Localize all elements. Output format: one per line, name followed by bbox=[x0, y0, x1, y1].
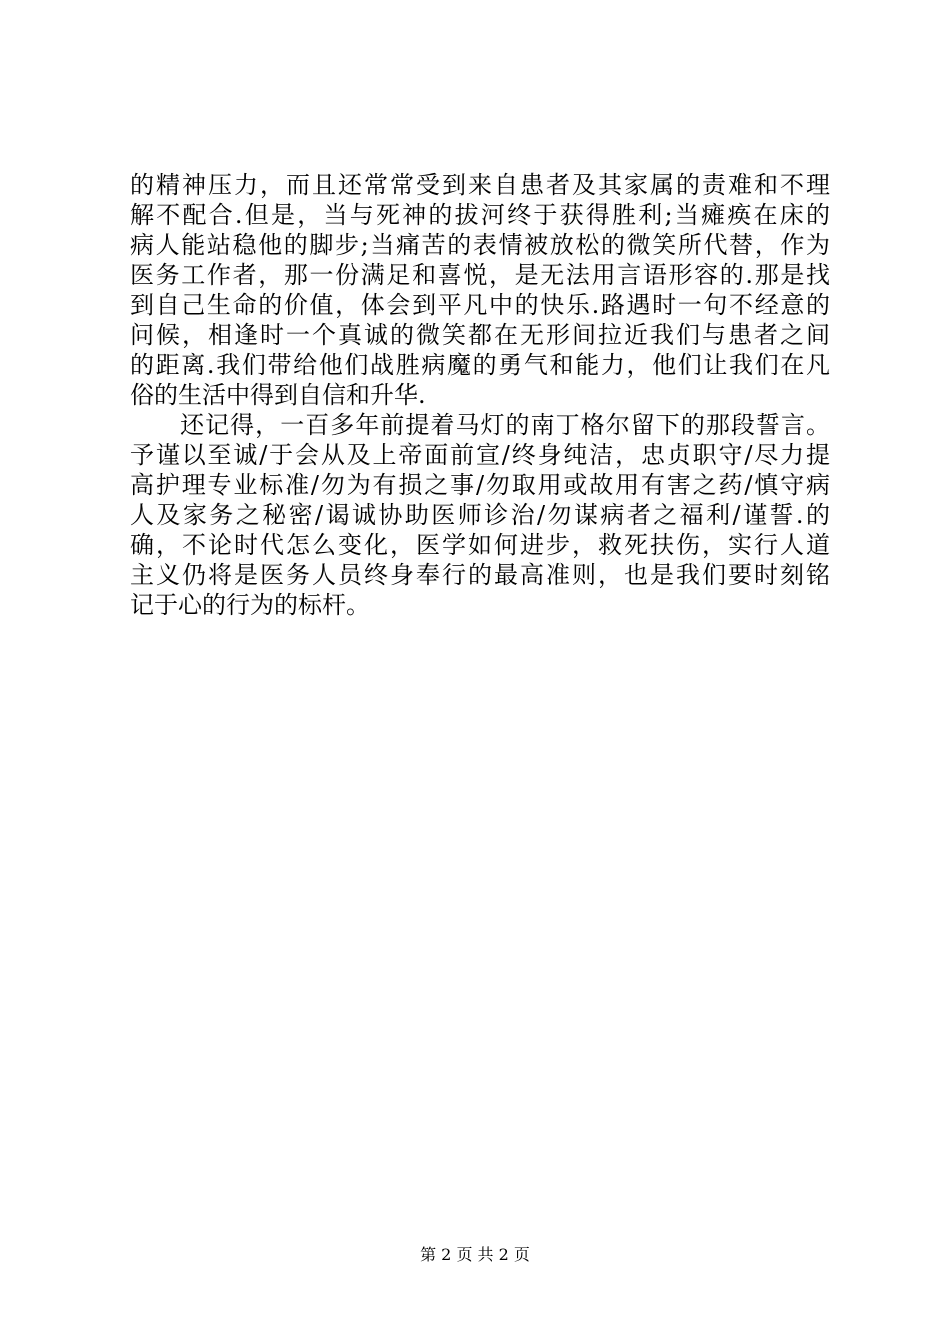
text-line: 到自己生命的价值，体会到平凡中的快乐.路遇时一句不经意的 bbox=[130, 291, 830, 319]
text-line: 记于心的行为的标杆。 bbox=[130, 591, 370, 619]
text-line: 主义仍将是医务人员终身奉行的最高准则，也是我们要时刻铭 bbox=[130, 561, 830, 589]
text-line: 俗的生活中得到自信和升华. bbox=[130, 381, 426, 409]
text-line: 问候，相逢时一个真诚的微笑都在无形间拉近我们与患者之间 bbox=[130, 321, 830, 349]
text-line: 病人能站稳他的脚步;当痛苦的表情被放松的微笑所代替，作为 bbox=[130, 231, 830, 259]
text-line: 确，不论时代怎么变化，医学如何进步，救死扶伤，实行人道 bbox=[130, 531, 830, 559]
text-line: 的距离.我们带给他们战胜病魔的勇气和能力，他们让我们在凡 bbox=[130, 351, 830, 379]
page-number-footer: 第 2 页 共 2 页 bbox=[420, 1245, 530, 1264]
text-line: 医务工作者，那一份满足和喜悦，是无法用言语形容的.那是找 bbox=[130, 261, 830, 289]
text-line: 人及家务之秘密/谒诚协助医师诊治/勿谋病者之福利/谨誓.的 bbox=[130, 501, 830, 529]
text-line: 解不配合.但是，当与死神的拔河终于获得胜利;当瘫痪在床的 bbox=[130, 201, 830, 229]
text-line: 予谨以至诚/于会从及上帝面前宣/终身纯洁，忠贞职守/尽力提 bbox=[130, 441, 830, 469]
body-text bbox=[130, 170, 830, 620]
text-line: 还记得，一百多年前提着马灯的南丁格尔留下的那段誓言。 bbox=[130, 411, 830, 439]
text-line: 的精神压力，而且还常常受到来自患者及其家属的责难和不理 bbox=[130, 171, 830, 199]
text-line: 高护理专业标准/勿为有损之事/勿取用或故用有害之药/慎守病 bbox=[130, 471, 830, 499]
